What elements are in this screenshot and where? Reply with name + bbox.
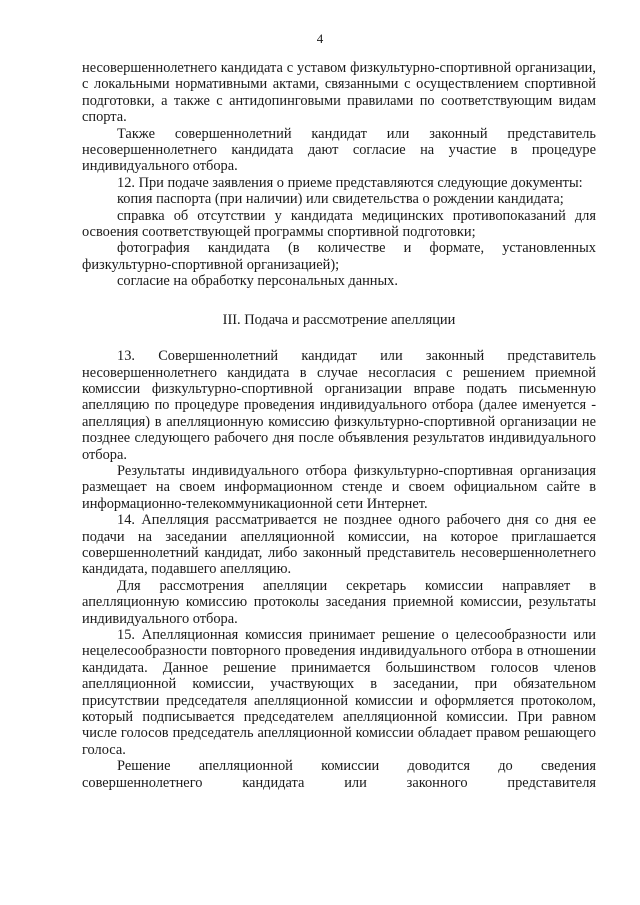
paragraph-item-12: 12. При подаче заявления о приеме представляются следующие документы: <box>117 174 583 191</box>
section-heading: III. Подача и рассмотрение апелляции <box>222 311 456 328</box>
paragraph-item-14: 14. Апелляция рассматривается не позднее одного рабочего дня со дня ее подачи на заседании апелляционной комиссии, на которое приглашается совершеннолетний кандидат, либо законный представитель несовершеннолетнего кандидата, подавшего апелляцию. <box>82 512 596 578</box>
list-item-medical-certificate: справка об отсутствии у кандидата медицинских противопоказаний для освоения соответствующей программы спортивной подготовки; <box>82 207 596 241</box>
paragraph-results-publication: Результаты индивидуального отбора физкультурно-спортивная организация размещает на своем информационном стенде и своем официальном сайте в информационно-телекоммуникационной сети Интернет. <box>82 462 596 512</box>
list-item-photo: фотография кандидата (в количестве и формате, установленных физкультурно-спортивной организацией); <box>82 240 596 273</box>
paragraph-consent-charter: несовершеннолетнего кандидата с уставом физкультурно-спортивной организации, с локальными нормативными актами, связанными с осуществлением спортивной подготовки, а также с антидопинговыми правилами по соответствующим видам спорта. <box>82 60 596 126</box>
paragraph-decision-notice: Решение апелляционной комиссии доводится до сведения совершеннолетнего кандидата или законного представителя <box>82 758 596 791</box>
page-number: 4 <box>316 31 324 46</box>
document-body <box>82 60 596 791</box>
list-item-data-consent: согласие на обработку персональных данных. <box>117 273 398 290</box>
paragraph-item-15: 15. Апелляционная комиссия принимает решение о целесообразности или нецелесообразности повторного проведения индивидуального отбора в отношении кандидата. Данное решение принимается большинством голосов членов апелляционной комиссии, участвующих в заседании, при обязательном присутствии председателя апелляционной комиссии и оформляется протоколом, который подписывается председателем апелляционной комиссии. При равном числе голосов председатель апелляционной комиссии обладает правом решающего голоса. <box>82 627 596 758</box>
paragraph-consent-selection: Также совершеннолетний кандидат или законный представитель несовершеннолетнего кандидата дают согласие на участие в процедуре индивидуального отбора. <box>82 125 596 175</box>
list-item-passport-copy: копия паспорта (при наличии) или свидетельства о рождении кандидата; <box>117 191 564 208</box>
paragraph-appeal-review: Для рассмотрения апелляции секретарь комиссии направляет в апелляционную комиссию протоколы заседания приемной комиссии, результаты индивидуального отбора. <box>82 577 596 627</box>
paragraph-item-13: 13. Совершеннолетний кандидат или законный представитель несовершеннолетнего кандидата в случае несогласия с решением приемной комиссии физкультурно-спортивной организации вправе подать письменную апелляцию по процедуре проведения индивидуального отбора (далее именуется - апелляция) в апелляционную комиссию физкультурно-спортивной организации не позднее следующего рабочего дня после объявления результатов индивидуального отбора. <box>82 348 596 463</box>
